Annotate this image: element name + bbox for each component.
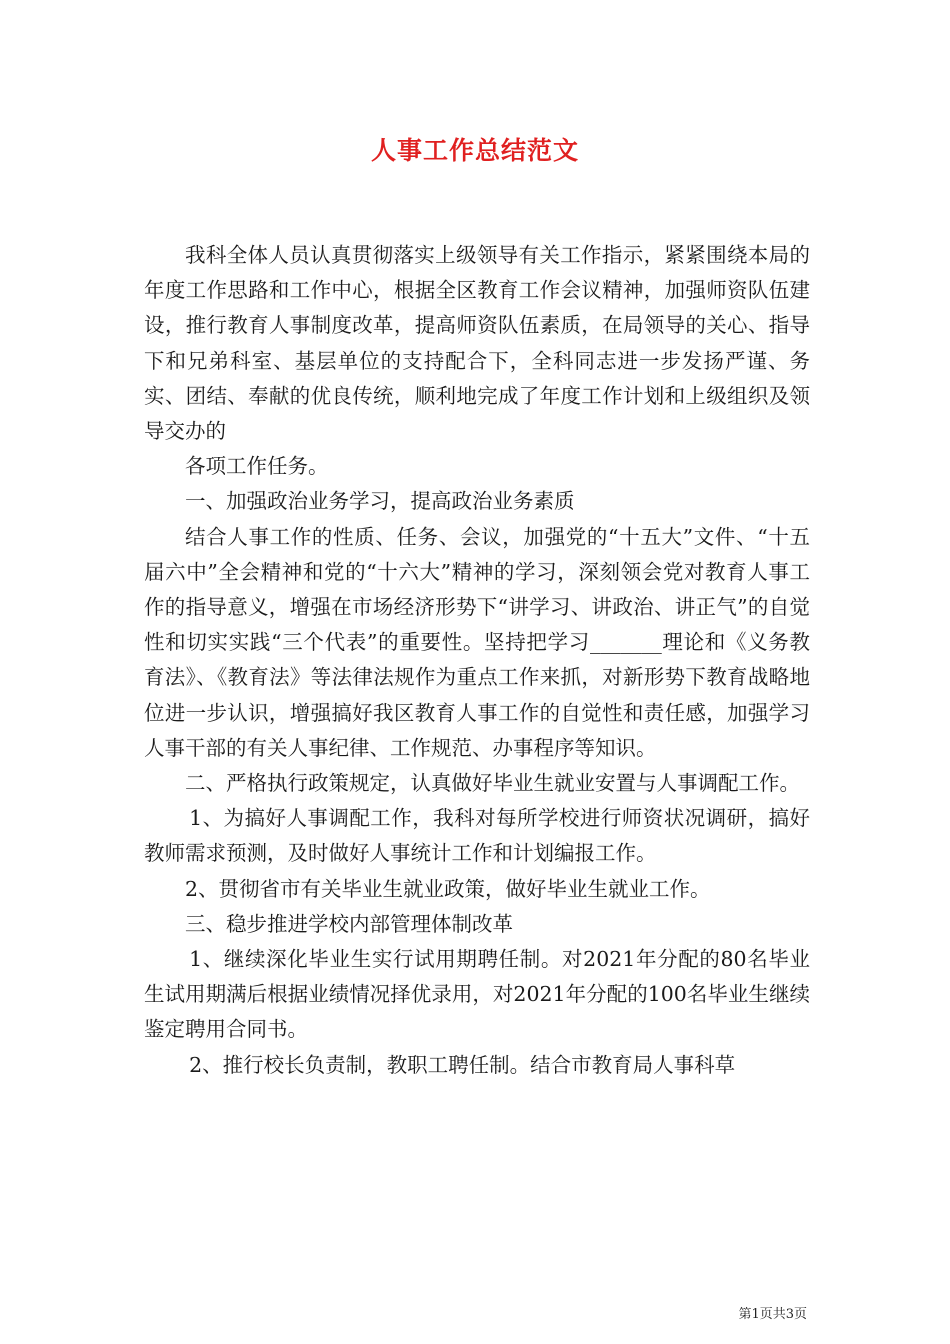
section-heading-2: 二、严格执行政策规定，认真做好毕业生就业安置与人事调配工作。 bbox=[185, 771, 800, 796]
paragraph-intro: 我科全体人员认真贯彻落实上级领导有关工作指示，紧紧围绕本局的年度工作思路和工作中心，根据全区教育工作会议精神，加强师资队伍建设，推行教育人事制度改革，提高师资队伍素质，在局领导的关心、指导下和兄弟科室、基层单位的支持配合下，全科同志进一步发扬严谨、务实、团结、奉献的优良传统，顺利地完成了年度工作计划和上级组织及领导交办的 bbox=[144, 243, 810, 444]
section-heading-3: 三、稳步推进学校内部管理体制改革 bbox=[185, 911, 513, 936]
paragraph-section-3-item-1: 1、继续深化毕业生实行试用期聘任制。对2021年分配的80名毕业生试用期满后根据业绩情况择优录用，对2021年分配的100名毕业生继续鉴定聘用合同书。 bbox=[144, 947, 810, 1042]
section-heading-1: 一、加强政治业务学习，提高政治业务素质 bbox=[185, 489, 575, 514]
document-body bbox=[144, 238, 810, 1083]
paragraph-intro-continued: 各项工作任务。 bbox=[185, 454, 329, 479]
paragraph-section-3-item-2: 2、推行校长负责制，教职工聘任制。结合市教育局人事科草 bbox=[189, 1052, 736, 1077]
page-number: 第1页共3页 bbox=[738, 1307, 807, 1322]
paragraph-section-1: 结合人事工作的性质、任务、会议，加强党的“十五大”文件、“十五届六中”全会精神和党的“十六大”精神的学习，深刻领会党对教育人事工作的指导意义，增强在市场经济形势下“讲学习、讲政治、讲正气”的自觉性和切实实践“三个代表”的重要性。坚持把学习_______理论和《义务教育法》、《教育法》等法律法规作为重点工作来抓，对新形势下教育战略地位进一步认识，增强搞好我区教育人事工作的自觉性和责任感，加强学习人事干部的有关人事纪律、工作规范、办事程序等知识。 bbox=[144, 524, 810, 760]
paragraph-section-2-item-2: 2、贯彻省市有关毕业生就业政策，做好毕业生就业工作。 bbox=[185, 876, 711, 901]
document-title: 人事工作总结范文 bbox=[370, 136, 579, 165]
paragraph-section-2-item-1: 1、为搞好人事调配工作，我科对每所学校进行师资状况调研，搞好教师需求预测，及时做好人事统计工作和计划编报工作。 bbox=[144, 806, 810, 866]
